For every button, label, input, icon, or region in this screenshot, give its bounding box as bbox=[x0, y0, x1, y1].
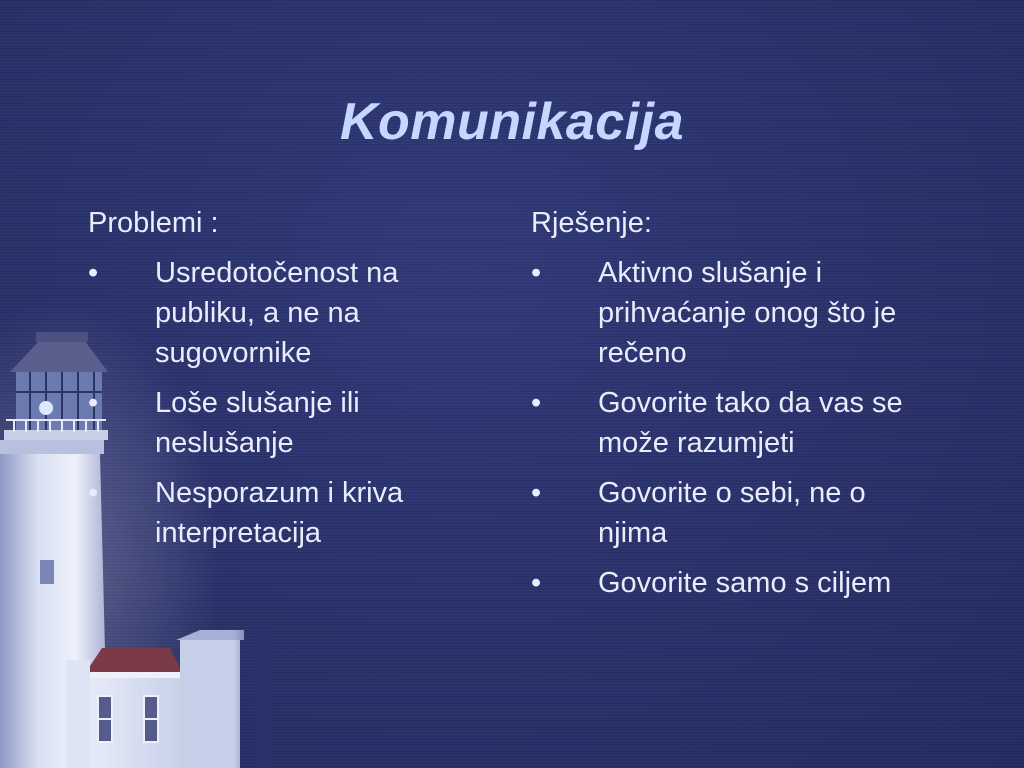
list-item bbox=[531, 563, 971, 603]
solution-text: Govorite samo s ciljem bbox=[598, 567, 892, 599]
bullet-icon: • bbox=[531, 477, 542, 509]
lantern-lamp bbox=[39, 401, 53, 415]
problems-column bbox=[88, 203, 488, 563]
problem-text: Loše slušanje ili neslušanje bbox=[155, 387, 360, 459]
house-left-wing bbox=[66, 660, 90, 768]
solutions-column bbox=[531, 203, 971, 613]
annex-fade bbox=[180, 630, 270, 768]
bullet-icon: • bbox=[88, 477, 99, 509]
slide-title: Komunikacija bbox=[339, 93, 685, 151]
lantern-roof-cap bbox=[36, 332, 88, 342]
solutions-heading: Rješenje: bbox=[531, 207, 652, 239]
solutions-list bbox=[531, 253, 971, 603]
solution-text: Govorite tako da vas se može razumjeti bbox=[598, 387, 903, 459]
list-item bbox=[531, 383, 916, 463]
bullet-icon: • bbox=[531, 387, 542, 419]
list-item bbox=[88, 253, 488, 373]
list-item bbox=[531, 473, 916, 553]
solution-text: Aktivno slušanje i prihvaćanje onog što je rečeno bbox=[598, 257, 897, 369]
solution-text: Govorite o sebi, ne o njima bbox=[598, 477, 866, 549]
list-item bbox=[531, 253, 916, 373]
house-roof-trim bbox=[84, 672, 184, 678]
list-item bbox=[88, 383, 488, 463]
problem-text: Usredotočenost na publiku, a ne na sugovornike bbox=[155, 257, 399, 369]
problems-heading: Problemi : bbox=[88, 207, 219, 239]
bullet-icon: • bbox=[531, 257, 542, 289]
problems-list bbox=[88, 253, 488, 553]
list-item bbox=[88, 473, 488, 553]
bullet-icon: • bbox=[88, 257, 99, 289]
problem-text: Nesporazum i kriva interpretacija bbox=[155, 477, 404, 549]
bullet-icon: • bbox=[531, 567, 542, 599]
bullet-icon: • bbox=[88, 387, 99, 419]
tower-window bbox=[40, 560, 54, 584]
house-roof bbox=[86, 648, 182, 672]
